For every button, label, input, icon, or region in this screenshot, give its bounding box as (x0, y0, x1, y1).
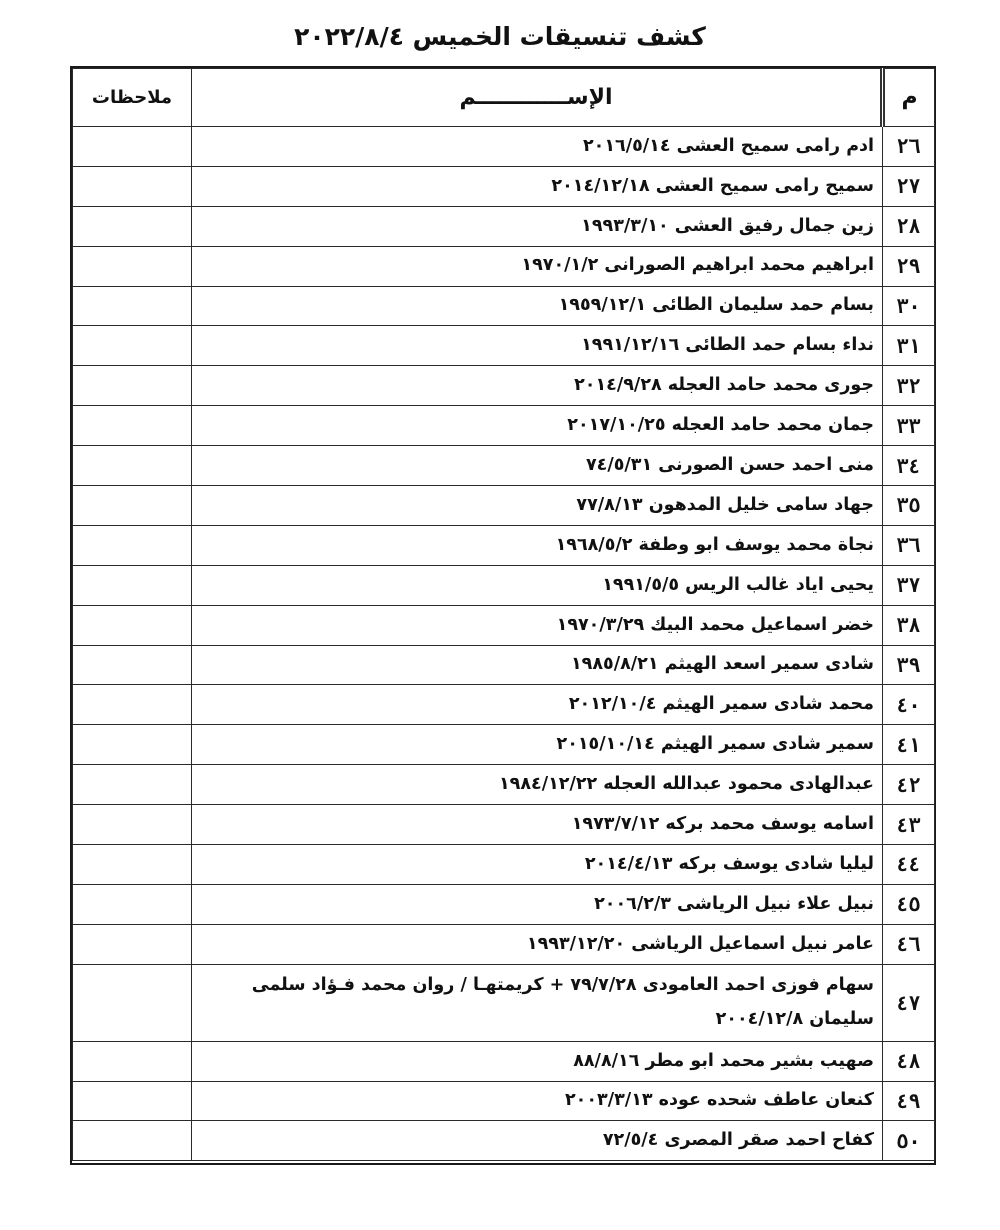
row-notes (73, 446, 192, 486)
row-number: ٢٧ (883, 166, 935, 206)
row-notes (73, 605, 192, 645)
table-row (73, 645, 935, 685)
table-row (73, 246, 935, 286)
row-number: ٢٦ (883, 127, 935, 167)
page-title: كشف تنسيقات الخميس ٢٠٢٢/٨/٤ (294, 22, 706, 51)
row-name: عبدالهادى محمود عبدالله العجله ١٩٨٤/١٢/٢٢ (192, 765, 883, 805)
table-row (73, 326, 935, 366)
row-number: ٤٨ (883, 1041, 935, 1081)
table-row (73, 366, 935, 406)
row-name: ليليا شادى يوسف بركه ٢٠١٤/٤/١٣ (192, 845, 883, 885)
table-row (73, 765, 935, 805)
row-number: ٣٨ (883, 605, 935, 645)
row-notes (73, 964, 192, 1041)
row-number: ٣٠ (883, 286, 935, 326)
row-notes (73, 765, 192, 805)
table-row (73, 1041, 935, 1081)
row-notes (73, 286, 192, 326)
table-row (73, 446, 935, 486)
row-notes (73, 525, 192, 565)
table-row (73, 1121, 935, 1161)
row-number: ٣٩ (883, 645, 935, 685)
row-name: منى احمد حسن الصورنى ٧٤/٥/٣١ (192, 446, 883, 486)
table-body (73, 127, 935, 1161)
row-name: خضر اسماعيل محمد البيك ١٩٧٠/٣/٢٩ (192, 605, 883, 645)
row-notes (73, 1081, 192, 1121)
row-number: ٣٢ (883, 366, 935, 406)
row-name: سمير شادى سمير الهيثم ٢٠١٥/١٠/١٤ (192, 725, 883, 765)
table-row (73, 845, 935, 885)
row-notes (73, 246, 192, 286)
table-row (73, 685, 935, 725)
row-notes (73, 406, 192, 446)
table-row (73, 805, 935, 845)
row-name: سميح رامى سميح العشى ٢٠١٤/١٢/١٨ (192, 166, 883, 206)
row-name: صهيب بشير محمد ابو مطر ٨٨/٨/١٦ (192, 1041, 883, 1081)
row-name: جمان محمد حامد العجله ٢٠١٧/١٠/٢٥ (192, 406, 883, 446)
row-number: ٤٦ (883, 924, 935, 964)
row-number: ٤٢ (883, 765, 935, 805)
row-name: ادم رامى سميح العشى ٢٠١٦/٥/١٤ (192, 127, 883, 167)
row-notes (73, 685, 192, 725)
row-name: عامر نبيل اسماعيل الرياشى ١٩٩٣/١٢/٢٠ (192, 924, 883, 964)
row-notes (73, 127, 192, 167)
row-name: كنعان عاطف شحده عوده ٢٠٠٣/٣/١٣ (192, 1081, 883, 1121)
row-number: ٣١ (883, 326, 935, 366)
row-number: ٣٧ (883, 565, 935, 605)
table-row (73, 1081, 935, 1121)
row-number: ٢٩ (883, 246, 935, 286)
header-name: الإســــــــــــم (192, 69, 883, 127)
table-row (73, 406, 935, 446)
row-notes (73, 1121, 192, 1161)
row-notes (73, 366, 192, 406)
row-notes (73, 725, 192, 765)
row-notes (73, 845, 192, 885)
row-name: محمد شادى سمير الهيثم ٢٠١٢/١٠/٤ (192, 685, 883, 725)
table-row (73, 725, 935, 765)
table-row (73, 605, 935, 645)
row-number: ٥٠ (883, 1121, 935, 1161)
row-number: ٣٦ (883, 525, 935, 565)
row-notes (73, 486, 192, 526)
row-notes (73, 645, 192, 685)
row-name: جورى محمد حامد العجله ٢٠١٤/٩/٢٨ (192, 366, 883, 406)
row-name: اسامه يوسف محمد بركه ١٩٧٣/٧/١٢ (192, 805, 883, 845)
table-row (73, 166, 935, 206)
table-row (73, 565, 935, 605)
table-row (73, 964, 935, 1041)
row-notes (73, 166, 192, 206)
row-number: ٤٥ (883, 884, 935, 924)
row-notes (73, 884, 192, 924)
row-notes (73, 924, 192, 964)
row-number: ٤٩ (883, 1081, 935, 1121)
row-number: ٣٤ (883, 446, 935, 486)
row-name: نبيل علاء نبيل الرياشى ٢٠٠٦/٢/٣ (192, 884, 883, 924)
row-name: جهاد سامى خليل المدهون ٧٧/٨/١٣ (192, 486, 883, 526)
row-notes (73, 805, 192, 845)
row-notes (73, 326, 192, 366)
row-name: زين جمال رفيق العشى ١٩٩٣/٣/١٠ (192, 206, 883, 246)
row-name: سهام فوزى احمد العامودى ٧٩/٧/٢٨ + كريمتهـا / روان محمد فـؤاد سلمى سليمان ٢٠٠٤/١٢/٨ (192, 964, 883, 1041)
row-name: ابراهيم محمد ابراهيم الصورانى ١٩٧٠/١/٢ (192, 246, 883, 286)
table-row (73, 206, 935, 246)
table-header-row (73, 69, 935, 127)
names-table (72, 68, 935, 1161)
row-notes (73, 206, 192, 246)
table-row (73, 486, 935, 526)
row-notes (73, 565, 192, 605)
row-name: بسام حمد سليمان الطائى ١٩٥٩/١٢/١ (192, 286, 883, 326)
table-row (73, 884, 935, 924)
row-name: نجاة محمد يوسف ابو وطفة ١٩٦٨/٥/٢ (192, 525, 883, 565)
row-number: ٣٥ (883, 486, 935, 526)
row-name: يحيى اياد غالب الريس ١٩٩١/٥/٥ (192, 565, 883, 605)
header-number: م (883, 69, 935, 127)
row-name: كفاح احمد صقر المصرى ٧٢/٥/٤ (192, 1121, 883, 1161)
row-number: ٤٣ (883, 805, 935, 845)
row-name: نداء بسام حمد الطائى ١٩٩١/١٢/١٦ (192, 326, 883, 366)
row-notes (73, 1041, 192, 1081)
header-notes: ملاحظات (73, 69, 192, 127)
row-number: ٤١ (883, 725, 935, 765)
row-number: ٤٠ (883, 685, 935, 725)
table-row (73, 924, 935, 964)
row-number: ٤٤ (883, 845, 935, 885)
row-number: ٤٧ (883, 964, 935, 1041)
table-row (73, 286, 935, 326)
row-number: ٢٨ (883, 206, 935, 246)
table-row (73, 525, 935, 565)
table-row (73, 127, 935, 167)
row-name: شادى سمير اسعد الهيثم ١٩٨٥/٨/٢١ (192, 645, 883, 685)
row-number: ٣٣ (883, 406, 935, 446)
